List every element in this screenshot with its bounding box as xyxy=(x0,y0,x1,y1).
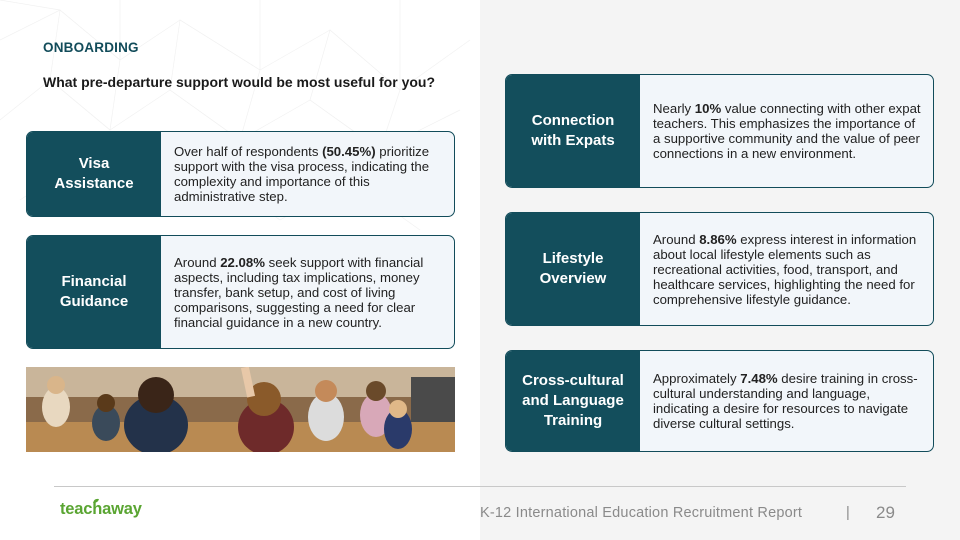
card-text-post: value connecting with other expat teachers. This emphasizes the importance of a supportive community and the value of peer connections in a new environment. xyxy=(653,101,921,161)
card-stat: 10% xyxy=(694,101,722,116)
card-text-post: seek support with financial aspects, including tax implications, money transfer, bank setup, and cost of living comparisons, suggesting a need for clear financial guidance in a new country. xyxy=(174,254,424,330)
card-title: Visa Assistance xyxy=(27,132,161,216)
card-description xyxy=(161,132,454,216)
card-text-pre: Nearly xyxy=(653,101,695,116)
card-text-post: prioritize support with the visa process, indicating the complexity and importance of this administrative step. xyxy=(174,144,430,204)
card-stat: 7.48% xyxy=(740,371,778,386)
card-text-post: desire training in cross-cultural understanding and language, indicating a desire for resources to navigate diverse cultural settings. xyxy=(653,371,918,431)
report-title: K-12 International Education Recruitment Report xyxy=(480,505,803,521)
card-title: Connection with Expats xyxy=(506,75,640,187)
page-question: What pre-departure support would be most useful for you? xyxy=(43,74,436,90)
card-text-pre: Over half of respondents xyxy=(174,144,323,159)
page-number: 29 xyxy=(876,503,895,522)
card-description xyxy=(640,351,933,451)
card-visa-assistance xyxy=(26,131,455,217)
card-text-pre: Approximately xyxy=(653,371,741,386)
card-description xyxy=(161,236,454,348)
card-connection-with-expats xyxy=(505,74,934,188)
section-label: ONBOARDING xyxy=(43,40,139,55)
card-stat: 22.08% xyxy=(220,254,265,270)
card-stat: (50.45%) xyxy=(322,144,376,159)
card-financial-guidance xyxy=(26,235,455,349)
card-text-post: express interest in information about local lifestyle elements such as recreational activities, food, transport, and healthcare services, highlighting the need for comprehensive lifestyle guidance. xyxy=(653,231,917,307)
card-title: Lifestyle Overview xyxy=(506,213,640,325)
card-text-pre: Around xyxy=(653,231,700,247)
card-stat: 8.86% xyxy=(699,231,737,247)
classroom-photo xyxy=(26,367,455,452)
card-lifestyle-overview xyxy=(505,212,934,326)
footer-divider xyxy=(54,486,906,487)
teachaway-logo[interactable]: teachaway xyxy=(60,500,142,518)
card-title: Cross-cultural and Language Training xyxy=(506,351,640,451)
card-description xyxy=(640,213,933,325)
footer-separator: | xyxy=(846,505,850,521)
card-description xyxy=(640,75,933,187)
card-cross-cultural-training xyxy=(505,350,934,452)
card-title: Financial Guidance xyxy=(27,236,161,348)
card-text-pre: Around xyxy=(174,254,221,270)
